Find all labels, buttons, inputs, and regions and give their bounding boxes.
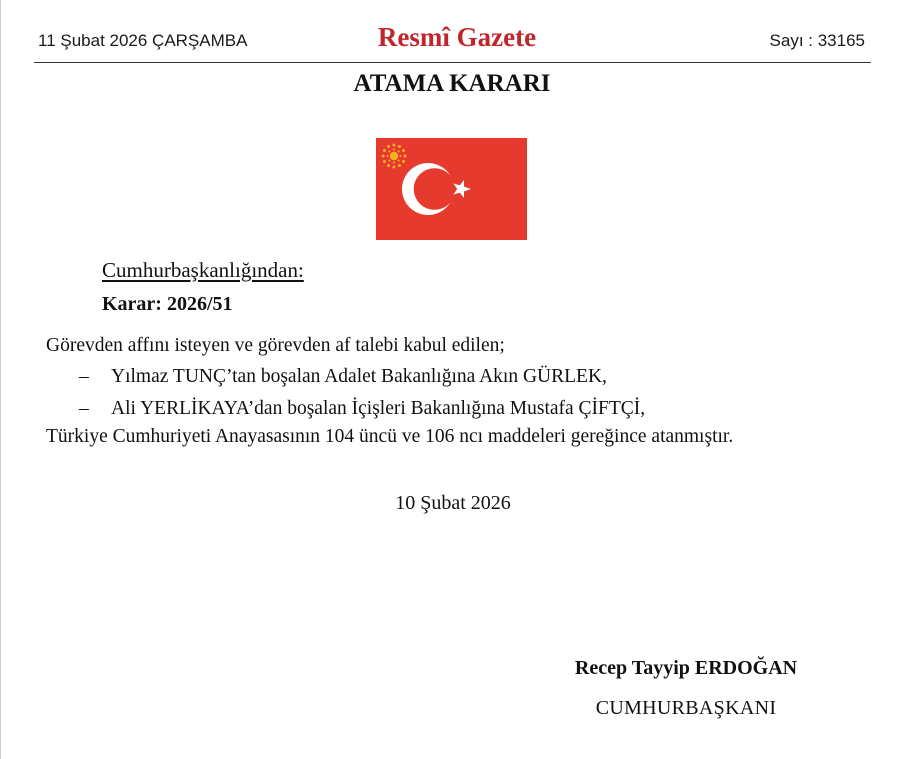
gazette-title: Resmî Gazete: [377, 22, 537, 52]
signer-name: Recep Tayyip ERDOĞAN: [574, 657, 798, 679]
issue-number: Sayı : 33165: [769, 31, 865, 50]
appointment-item: [79, 366, 607, 388]
list-dash: –: [79, 398, 89, 419]
crescent-inner: [414, 168, 456, 210]
list-dash: –: [79, 366, 89, 387]
appointment-text: Yılmaz TUNÇ’tan boşalan Adalet Bakanlığına Akın GÜRLEK,: [111, 366, 607, 387]
signature-date: 10 Şubat 2026: [395, 492, 511, 514]
decision-number: Karar: 2026/51: [102, 293, 233, 315]
signer-title: CUMHURBAŞKANI: [595, 697, 777, 719]
header-divider: [34, 62, 871, 63]
issuing-authority: Cumhurbaşkanlığından:: [102, 258, 304, 282]
decision-closing: Türkiye Cumhuriyeti Anayasasının 104 üncü ve 106 ncı maddeleri gereğince atanmıştır.: [46, 426, 734, 447]
document-title: ATAMA KARARI: [353, 70, 551, 97]
appointment-item: [79, 398, 645, 420]
issue-date: 11 Şubat 2026 ÇARŞAMBA: [38, 31, 248, 50]
appointment-text: Ali YERLİKAYA’dan boşalan İçişleri Bakanlığına Mustafa ÇİFTÇİ,: [111, 398, 646, 419]
decision-intro: Görevden affını isteyen ve görevden af talebi kabul edilen;: [46, 335, 505, 356]
turkish-flag-with-presidential-seal-icon: [376, 138, 527, 240]
